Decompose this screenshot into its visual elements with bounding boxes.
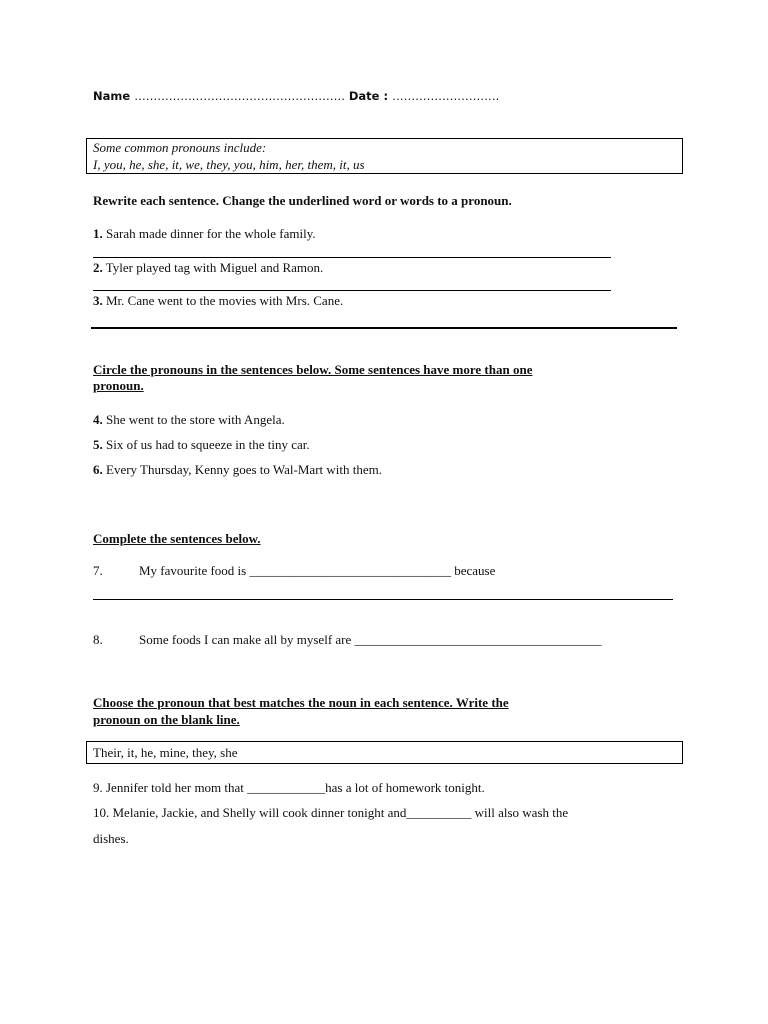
question-5 bbox=[93, 437, 310, 453]
name-line bbox=[93, 89, 499, 103]
word-bank-list: Their, it, he, mine, they, she bbox=[93, 745, 238, 760]
question-7-text: My favourite food is _______________________________ because bbox=[139, 563, 496, 578]
question-number: 6. bbox=[93, 462, 103, 477]
question-text: Mr. Cane went to the movies with Mrs. Cane. bbox=[102, 293, 344, 308]
section2-instruction-line1: Circle the pronouns in the sentences below. Some sentences have more than one bbox=[93, 362, 533, 377]
question-8-text: Some foods I can make all by myself are ______________________________________ bbox=[139, 632, 602, 647]
question-number: 5. bbox=[93, 437, 103, 452]
question-1 bbox=[93, 226, 316, 242]
question-text: She went to the store with Angela. bbox=[102, 412, 285, 427]
answer-line-3[interactable] bbox=[91, 327, 677, 329]
name-label: Name bbox=[93, 89, 131, 103]
date-label: Date : bbox=[348, 89, 389, 103]
pronoun-box-title: Some common pronouns include: bbox=[93, 140, 267, 155]
question-8-number: 8. bbox=[93, 632, 103, 647]
question-7-number: 7. bbox=[93, 563, 103, 578]
question-text: Sarah made dinner for the whole family. bbox=[102, 226, 316, 241]
question-10-continued: dishes. bbox=[93, 831, 129, 846]
answer-line-7[interactable] bbox=[93, 599, 673, 600]
question-number: 2. bbox=[93, 260, 103, 275]
question-number: 1. bbox=[93, 226, 103, 241]
question-4 bbox=[93, 412, 285, 428]
question-2 bbox=[93, 260, 323, 276]
question-text: Tyler played tag with Miguel and Ramon. bbox=[102, 260, 324, 275]
section1-instruction: Rewrite each sentence. Change the underlined word or words to a pronoun. bbox=[93, 193, 512, 208]
section3-instruction: Complete the sentences below. bbox=[93, 531, 261, 546]
question-text: Six of us had to squeeze in the tiny car. bbox=[102, 437, 310, 452]
question-10: 10. Melanie, Jackie, and Shelly will cook dinner tonight and__________ will also wash the bbox=[93, 805, 569, 820]
answer-line-2[interactable] bbox=[93, 290, 611, 291]
pronoun-box-list: I, you, he, she, it, we, they, you, him, her, them, it, us bbox=[93, 157, 365, 172]
question-3 bbox=[93, 293, 343, 309]
question-6 bbox=[93, 462, 382, 478]
answer-line-1[interactable] bbox=[93, 257, 611, 258]
name-blank[interactable]: ………………………………………………. bbox=[134, 89, 345, 103]
section2-instruction-line2: pronoun. bbox=[93, 378, 144, 393]
question-9: 9. Jennifer told her mom that ____________has a lot of homework tonight. bbox=[93, 780, 485, 795]
section4-instruction-line1: Choose the pronoun that best matches the noun in each sentence. Write the bbox=[93, 695, 509, 710]
date-blank[interactable]: ………………………. bbox=[392, 89, 500, 103]
question-number: 4. bbox=[93, 412, 103, 427]
question-number: 3. bbox=[93, 293, 103, 308]
section4-instruction-line2: pronoun on the blank line. bbox=[93, 712, 240, 727]
question-text: Every Thursday, Kenny goes to Wal-Mart with them. bbox=[102, 462, 382, 477]
